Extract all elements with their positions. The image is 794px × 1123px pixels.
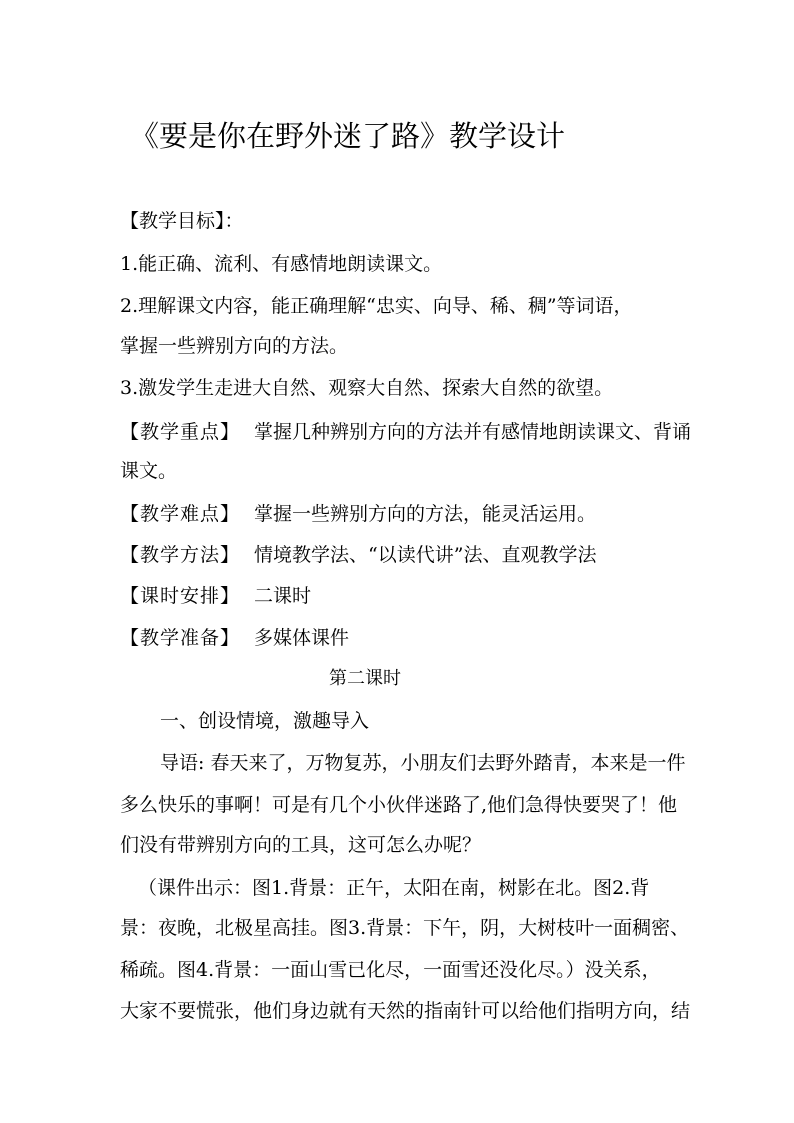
prep-row (120, 624, 349, 652)
courseware-line-4: 大家不要慌张，他们身边就有天然的指南针可以给他们指明方向，结 (120, 1000, 691, 1022)
courseware-line-1: （课件出示：图1.背景：正午，太阳在南，树影在北。图2.背 (138, 877, 650, 899)
key-points-text: 掌握几种辨别方向的方法并有感情地朗读课文、背诵 (254, 421, 692, 443)
intro-line-3: 们没有带辨别方向的工具，这可怎么办呢？ (120, 834, 482, 856)
intro-line-2: 多么快乐的事啊！可是有几个小伙伴迷路了,他们急得快要哭了！他 (120, 794, 678, 816)
courseware-line-2: 景：夜晚，北极星高挂。图3.背景：下午，阴，大树枝叶一面稠密、 (120, 917, 690, 939)
objective-1: 1.能正确、流利、有感情地朗读课文。 (120, 253, 443, 275)
method-row (120, 541, 596, 569)
lesson-heading: 第二课时 (329, 668, 401, 689)
difficulty-row (120, 500, 596, 528)
schedule-row (120, 582, 311, 610)
courseware-line-3: 稀疏。图4.背景：一面山雪已化尽，一面雪还没化尽。）没关系， (120, 959, 661, 981)
objectives-heading: 【教学目标】： (120, 210, 244, 232)
method-label: 【教学方法】 (120, 544, 241, 566)
objective-3: 3.激发学生走进大自然、观察大自然、探索大自然的欲望。 (120, 377, 614, 399)
document-title: 《要是你在野外迷了路》教学设计 (130, 119, 566, 153)
objective-2-line-1: 2.理解课文内容，能正确理解“忠实、向导、稀、稠”等词语， (120, 295, 633, 317)
method-text: 情境教学法、“以读代讲”法、直观教学法 (254, 544, 597, 566)
key-points-label: 【教学重点】 (120, 421, 241, 443)
difficulty-text: 掌握一些辨别方向的方法，能灵活运用。 (254, 503, 597, 525)
key-points-continuation: 课文。 (120, 460, 178, 482)
difficulty-label: 【教学难点】 (120, 503, 241, 525)
prep-text: 多媒体课件 (254, 627, 350, 649)
key-points-row (120, 418, 691, 446)
schedule-label: 【课时安排】 (120, 585, 241, 607)
prep-label: 【教学准备】 (120, 627, 241, 649)
schedule-text: 二课时 (254, 585, 312, 607)
section-1-heading: 一、创设情境，激趣导入 (160, 710, 370, 732)
objective-2-line-2: 掌握一些辨别方向的方法。 (120, 335, 349, 357)
intro-line-1: 导语: 春天来了，万物复苏，小朋友们去野外踏青，本来是一件 (160, 752, 686, 774)
